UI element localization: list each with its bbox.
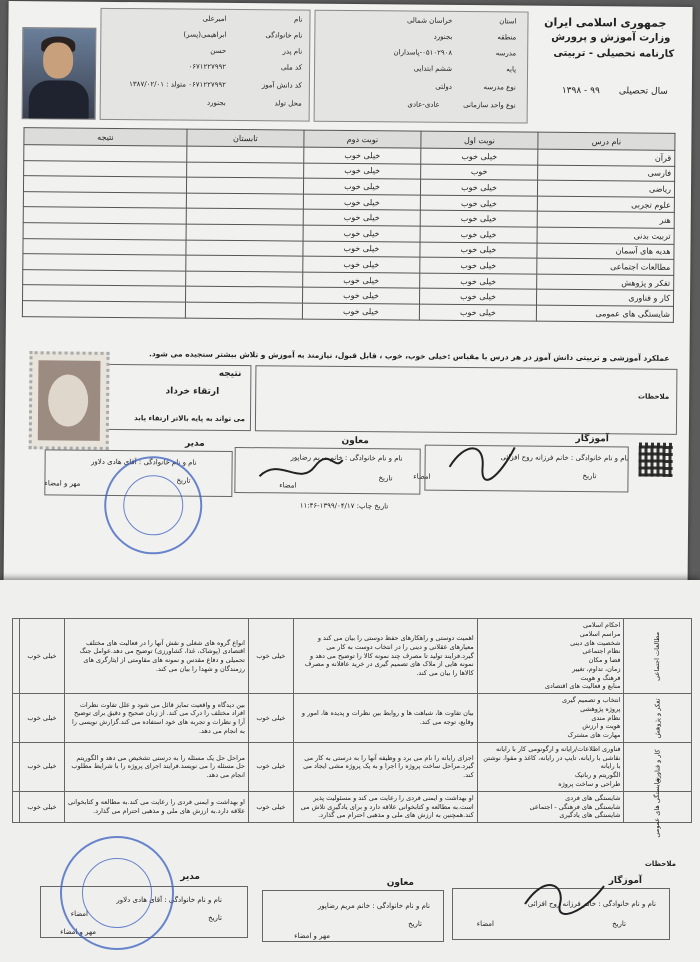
- desc-topics: [477, 791, 624, 822]
- deputy-sign-label: امضاء: [279, 481, 297, 490]
- desc-topic: هویت و ارزش: [582, 722, 621, 731]
- desc-topic: فضا و مکان: [588, 656, 621, 665]
- grade-summer: [186, 224, 303, 241]
- desc-area-label: مطالعات اجتماعی: [653, 631, 662, 681]
- teacher-title: آموزگار: [575, 433, 609, 445]
- grade-result: [24, 145, 187, 162]
- principal-title: مدیر: [184, 438, 205, 449]
- desc-term2-grade: خیلی خوب: [20, 694, 65, 743]
- p2-teacher-name: نام و نام خانوادگی : خانم فرزانه روح افزائی: [527, 900, 656, 908]
- desc-topic: نظام اجتماعی: [582, 647, 621, 656]
- remarks-box: [255, 365, 678, 435]
- grade-term2: خیلی خوب: [303, 225, 420, 242]
- desc-topic: احکام اسلامی: [582, 621, 621, 629]
- desc-topics: [477, 694, 624, 743]
- school-seal: [104, 456, 203, 555]
- birthplace-value: بجنورد: [207, 98, 226, 107]
- p2-principal-date-label: تاریخ: [208, 914, 222, 922]
- national-code-value: ۰۶۷۱۲۲۷۹۹۲: [188, 62, 227, 71]
- report-card-page-2: [0, 580, 700, 962]
- desc-topic: منابع و فعالیت های اقتصادی: [544, 682, 621, 691]
- grades-table: [22, 127, 676, 322]
- grade-term2: خیلی خوب: [303, 241, 420, 258]
- p2-deputy-name: نام و نام خانوادگی : خانم مریم رضاپور: [317, 902, 430, 910]
- student-name-value: امیرعلی: [202, 14, 227, 23]
- desc-term1-text: اهمیت دوستی و راهکارهای حفظ دوستی را بیان می کند و معیارهای عقلانی و دینی را در انتخاب دوست به کار می گیرد.فرایند تولید تا مصرف چند نمونه کالا را توضیح می دهد و نمونه هایی از ملاک های تصمیم گیری در خرید عاقلانه و مصرف کالاها را بیان می کند.: [293, 619, 477, 694]
- principal-date-label: تاریخ: [176, 476, 191, 485]
- p2-remarks-label: ملاحظات: [644, 860, 676, 868]
- grade-result: [23, 191, 186, 208]
- col-subject: نام درس: [538, 132, 675, 150]
- p2-deputy-title: معاون: [386, 878, 414, 888]
- report-card-page-1: [3, 1, 692, 607]
- grade-term1: خیلی خوب: [420, 242, 537, 259]
- p2-principal-name: نام و نام خانوادگی : آقای هادی دلاور: [116, 896, 222, 904]
- father-value: حسن: [210, 46, 227, 55]
- deputy-name: نام و نام خانوادگی : خانم مریم رضاپور: [290, 453, 403, 463]
- grade-result: [23, 223, 186, 240]
- col-term2: نوبت دوم: [304, 130, 421, 148]
- desc-topic: شایستگی های یادگیری: [559, 811, 621, 820]
- col-result: نتیجه: [24, 128, 187, 146]
- descriptive-table: [12, 618, 692, 838]
- desc-term2-grade: خیلی خوب: [20, 791, 65, 822]
- grade-term1: خیلی خوب: [420, 288, 537, 305]
- unit-label: نوع واحد سازمانی: [463, 100, 516, 110]
- qr-code: [639, 443, 673, 477]
- year-value: ۹۹ - ۱۳۹۸: [561, 85, 600, 97]
- desc-topic: طراحی و ساخت پروژه: [558, 780, 621, 789]
- school-value: ۰۵۱۰۲۹۰۸-پاسداران: [393, 48, 453, 57]
- desc-empty: [13, 619, 20, 694]
- desc-term1-grade: خیلی خوب: [248, 619, 293, 694]
- desc-area: [624, 619, 692, 694]
- grade-term2: خیلی خوب: [304, 163, 421, 180]
- result-label: نتیجه: [218, 368, 242, 380]
- grade-term2: خیلی خوب: [303, 178, 420, 195]
- col-term1: نوبت اول: [421, 131, 538, 149]
- school-type-value: دولتی: [435, 82, 452, 91]
- desc-topics: [477, 742, 624, 791]
- grade-result: [23, 269, 186, 286]
- grade-term2: خیلی خوب: [302, 303, 419, 320]
- desc-term1-grade: خیلی خوب: [248, 694, 293, 743]
- school-label: مدرسه: [495, 49, 517, 58]
- desc-term2-text: انواع گروه های شغلی و نقش آنها را در فعالیت های مختلف اقتصادی (پوشاک، غذا، کشاورزی) توضیح می دهد.عوامل جنگ تحمیلی و دفاع مقدس و نمونه های مقاومتی از ایثارگری های رزمندگان و شهدا را بیان می کند.: [64, 619, 248, 694]
- grade-subject: علوم تجربی: [537, 196, 674, 213]
- grade-term2: خیلی خوب: [303, 256, 420, 273]
- grade-term1: خیلی خوب: [421, 148, 538, 165]
- grade-summer: [187, 162, 304, 179]
- revenue-stamp: [29, 351, 110, 450]
- grade-subject: فارسی: [538, 165, 675, 182]
- p2-teacher-signature: [520, 874, 610, 918]
- desc-topic: نظام مندی: [591, 713, 621, 722]
- grade-term1: خیلی خوب: [420, 257, 537, 274]
- birthplace-label: محل تولد: [274, 99, 302, 108]
- school-type-label: نوع مدرسه: [483, 83, 516, 92]
- p2-principal-sign-label: امضاء: [70, 910, 88, 918]
- header-title: کارنامه تحصیلی - تربیتی: [553, 47, 675, 60]
- deputy-title: معاون: [341, 435, 369, 447]
- grade-subject: ریاضی: [537, 180, 674, 197]
- desc-term1-text: بیان تفاوت ها، شباهت ها و روابط بین نظرات و پدیده ها، امور و وقایع، توجه می کند.: [293, 694, 477, 743]
- grade-summer: [185, 302, 302, 319]
- desc-term2-text: او بهداشت و ایمنی فردی را رعایت می کند.به مطالعه و کتابخوانی علاقه دارد.به ارزش های ملی و مذهبی احترام می گذارد.: [64, 791, 248, 822]
- grade-summer: [186, 271, 303, 288]
- result-note: می تواند به پایه بالاتر ارتقاء یابد: [134, 414, 246, 424]
- p2-principal-title: مدیر: [180, 872, 200, 882]
- principal-seal-label: مهر و امضاء: [44, 479, 81, 488]
- teacher-signature: [444, 437, 524, 488]
- grade-term1: خیلی خوب: [420, 195, 537, 212]
- grade-subject: تربیت بدنی: [537, 227, 674, 244]
- province-value: خراسان شمالی: [406, 16, 453, 25]
- desc-topic: شخصیت های دینی: [570, 638, 621, 647]
- unit-value: عادی-عادی: [407, 100, 440, 109]
- grade-result: [23, 176, 186, 193]
- desc-topic: شایستگی های فرهنگی - اجتماعی: [529, 802, 621, 811]
- desc-row: [13, 619, 692, 694]
- teacher-sign-label: امضاء: [413, 472, 431, 481]
- grade-result: [22, 301, 185, 318]
- grade-result: [23, 285, 186, 302]
- desc-area-label: تفکر و پژوهش: [653, 698, 662, 738]
- grade-term2: خیلی خوب: [303, 209, 420, 226]
- teacher-name: نام و نام خانوادگی : خانم فرزانه روح افزائی: [500, 453, 629, 463]
- grade-summer: [186, 208, 303, 225]
- grade-value: ششم ابتدایی: [413, 64, 453, 73]
- grade-result: [23, 238, 186, 255]
- grade-term2: خیلی خوب: [303, 272, 420, 289]
- p2-teacher-title: آموزگار: [608, 876, 642, 886]
- grade-subject: کار و فناوری: [536, 289, 673, 306]
- grade-term2: خیلی خوب: [303, 194, 420, 211]
- desc-term2-grade: خیلی خوب: [20, 619, 65, 694]
- desc-term1-text: اجزای رایانه را نام می برد و وظیفه آنها را به درستی به کار می گیرد.مراحل ساخت پروژه را اجرا و به یک پروژه مشی ایجاد می کند.: [293, 742, 477, 791]
- desc-topic: نقاشی با رایانه، تایپ در رایانه، کاغذ و مقوا، نوشتن با رایانه: [483, 753, 621, 771]
- grade-result: [24, 160, 187, 177]
- grade-summer: [186, 177, 303, 194]
- desc-topic: فناوری اطلاعات/رایانه و ارگونومی کار با رایانه: [495, 744, 621, 753]
- province-label: استان: [499, 17, 517, 26]
- grade-subject: تفکر و پژوهش: [537, 274, 674, 291]
- desc-empty: [13, 742, 20, 791]
- father-label: نام پدر: [282, 47, 303, 56]
- p2-deputy-date-label: تاریخ: [408, 920, 422, 928]
- desc-term2-grade: خیلی خوب: [20, 742, 65, 791]
- national-code-label: کد ملی: [280, 63, 303, 72]
- region-label: منطقه: [497, 33, 517, 42]
- desc-row: [13, 694, 692, 743]
- desc-term1-grade: خیلی خوب: [248, 791, 293, 822]
- grade-subject: قرآن: [538, 149, 675, 166]
- desc-topic: شایستگی های فردی: [565, 793, 621, 802]
- desc-empty: [13, 694, 20, 743]
- grade-result: [23, 254, 186, 271]
- desc-term1-grade: خیلی خوب: [248, 742, 293, 791]
- desc-area-label: شایستگی های عمومی: [653, 776, 662, 838]
- grade-summer: [187, 146, 304, 163]
- grade-term1: خیلی خوب: [420, 179, 537, 196]
- grade-term1: خیلی خوب: [419, 304, 536, 321]
- grade-subject: مطالعات اجتماعی: [537, 258, 674, 275]
- desc-topic: الگوریتم و رباتیک: [574, 771, 621, 780]
- desc-row: [13, 791, 692, 822]
- desc-topic: مهارت های مشترک: [567, 731, 621, 740]
- desc-term2-text: مراحل حل یک مسئله را به درستی تشخیص می دهد و الگوریتم حل مسئله را می نویسد.فرایند اجرای پروژه را با شرایط مطلوب انجام می دهد.: [64, 742, 248, 791]
- student-code-label: کد دانش آموز: [261, 81, 302, 90]
- student-photo: [22, 27, 97, 120]
- grade-term1: خیلی خوب: [420, 273, 537, 290]
- year-label: سال تحصیلی: [618, 86, 668, 97]
- desc-topic: مراسم اسلامی: [579, 629, 621, 638]
- desc-topic: پروژه پژوهشی: [580, 704, 621, 713]
- p2-school-seal: [60, 836, 174, 950]
- grade-summer: [186, 240, 303, 257]
- grade-term1: خیلی خوب: [420, 211, 537, 228]
- grade-term2: خیلی خوب: [304, 147, 421, 164]
- student-name-label: نام: [294, 15, 303, 24]
- desc-term2-text: بین دیدگاه و واقعیت تمایز قائل می شود و علل تفاوت نظرات افراد مختلف را درک می کند. از زبان صحیح و دقیق برای توضیح آرا و نظرات و تجربه های خود استفاده می کند.گزارش نویسی را به انجام می دهد.: [64, 694, 248, 743]
- deputy-signature: [254, 451, 344, 492]
- grade-summer: [186, 193, 303, 210]
- grade-subject: شایستگی های عمومی: [536, 305, 673, 322]
- student-family-label: نام خانوادگی: [265, 31, 303, 40]
- desc-topic: زمان، تداوم، تغییر: [572, 664, 621, 673]
- grade-summer: [186, 255, 303, 272]
- desc-area: [624, 776, 692, 838]
- grade-subject: هدیه های آسمان: [537, 243, 674, 260]
- grade-term2: خیلی خوب: [303, 287, 420, 304]
- desc-topic: انتخاب و تصمیم گیری: [562, 696, 621, 705]
- p2-deputy-sign-box: [262, 890, 444, 942]
- col-summer: تابستان: [187, 129, 304, 147]
- grade-label: پایه: [506, 65, 517, 74]
- grade-term1: خیلی خوب: [420, 226, 537, 243]
- header-country: جمهوری اسلامی ایران: [544, 15, 667, 30]
- grade-subject: هنر: [537, 212, 674, 229]
- desc-term1-text: او بهداشت و ایمنی فردی را رعایت می کند و مسئولیت پذیر است.به مطالعه و کتابخوانی علاقه دارد و برای یادگیری تلاش می کند.همچنین به ارزش های ملی و مذهبی احترام می گذارد.: [293, 791, 477, 822]
- print-date: تاریخ چاپ: ۱۳۹۹/۰۴/۱۷-۱۱:۴۶: [299, 501, 389, 511]
- student-code-value: ۰۶۷۱۲۲۷۹۹۲ متولد : ۱۳۸۷/۰۲/۰۱: [129, 80, 226, 89]
- region-value: بجنورد: [433, 32, 453, 41]
- grade-result: [23, 207, 186, 224]
- result-value: ارتقاء خرداد: [165, 386, 220, 397]
- student-family-value: ابراهیمی(پسر): [183, 30, 227, 39]
- principal-name: نام و نام خانوادگی : آقای هادی دلاور: [90, 457, 197, 467]
- desc-topic: فرهنگ و هویت: [580, 673, 621, 682]
- desc-topics: [477, 619, 624, 694]
- performance-note: عملکرد آموزشی و تربیتی دانش آموز در هر درس با مقیاس :خیلی خوب، خوب ، قابل قبول، نیازمند به آموزش و تلاش بیشتر سنجیده می شود.: [148, 349, 670, 363]
- p2-teacher-sign-label: امضاء: [476, 920, 494, 928]
- p2-teacher-date-label: تاریخ: [612, 920, 626, 928]
- grade-summer: [186, 286, 303, 303]
- desc-area: [624, 694, 692, 743]
- p2-deputy-seal-label: مهر و امضاء: [294, 932, 330, 940]
- header-ministry: وزارت آموزش و پرورش: [551, 31, 671, 44]
- desc-area-label: کار و فناوری: [653, 749, 662, 784]
- remarks-label: ملاحظات: [637, 392, 670, 401]
- desc-row: [13, 742, 692, 791]
- deputy-date-label: تاریخ: [378, 474, 393, 483]
- p2-principal-seal-label: مهر و امضاء: [60, 928, 96, 936]
- grade-term1: خوب: [421, 164, 538, 181]
- desc-empty: [13, 791, 20, 822]
- teacher-date-label: تاریخ: [582, 472, 597, 481]
